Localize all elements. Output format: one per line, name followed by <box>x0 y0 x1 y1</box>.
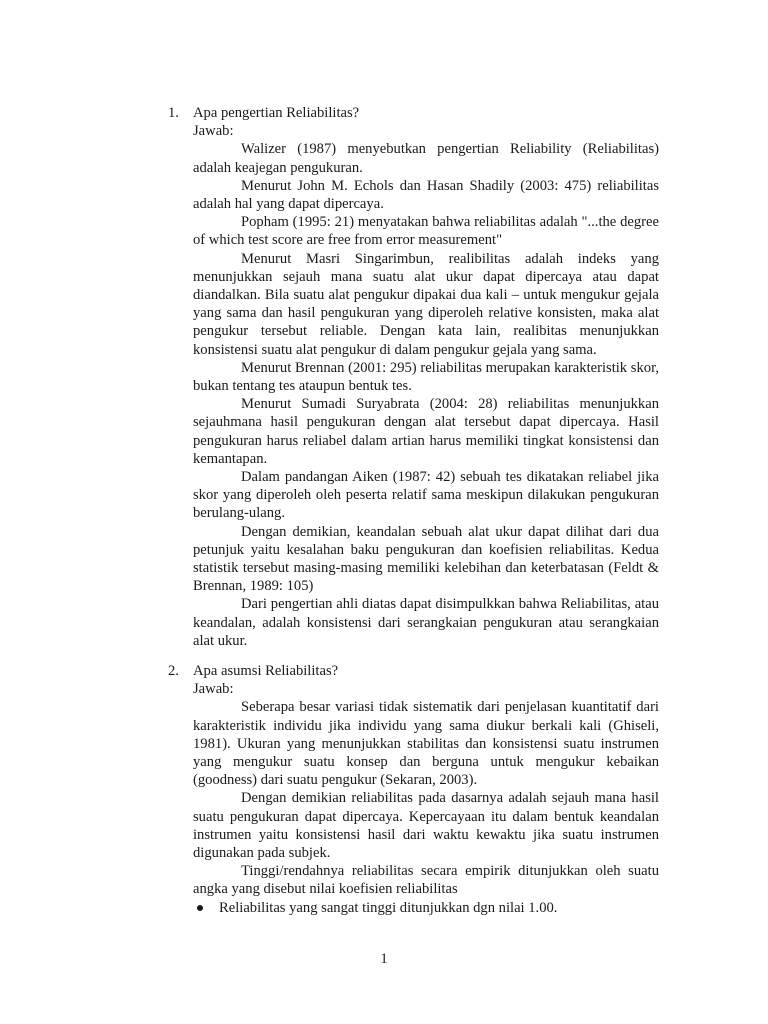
answer-body <box>193 122 659 650</box>
answer-paragraph: Dengan demikian reliabilitas pada dasarnya adalah sejauh mana hasil suatu pengukuran dapat dipercaya. Kepercayaan itu dalam bentuk keandalan instrumen yaitu konsistensi hasil dari waktu kewaktu jika suatu instrumen digunakan pada subjek. <box>193 790 659 862</box>
answer-paragraph: Dengan demikian, keandalan sebuah alat ukur dapat dilihat dari dua petunjuk yaitu kesalahan baku pengukuran dan koefisien reliabilitas. Kedua statistik tersebut masing-masing memiliki kelebihan dan keterbatasan (Feldt & Brennan, 1989: 105) <box>193 523 659 595</box>
question-2 <box>168 662 660 917</box>
answer-label: Jawab: <box>193 123 234 140</box>
question-1 <box>168 104 660 650</box>
answer-paragraph: Dari pengertian ahli diatas dapat disimpulkkan bahwa Reliabilitas, atau keandalan, adalah konsistensi dari serangkaian pengukuran atau serangkaian alat ukur. <box>193 596 659 649</box>
answer-label: Jawab: <box>193 681 234 698</box>
answer-paragraph: Menurut John M. Echols dan Hasan Shadily (2003: 475) reliabilitas adalah hal yang dapat dipercaya. <box>193 177 659 212</box>
question-title: Apa asumsi Reliabilitas? <box>193 663 339 679</box>
answer-paragraph: Dalam pandangan Aiken (1987: 42) sebuah tes dikatakan reliabel jika skor yang diperoleh oleh peserta relatif sama meskipun dilakukan pengukuran berulang-ulang. <box>193 469 659 522</box>
question-number: 2. <box>168 663 179 679</box>
page-number: 1 <box>380 951 388 967</box>
question-number: 1. <box>168 105 179 121</box>
answer-paragraph: Popham (1995: 21) menyatakan bahwa reliabilitas adalah "...the degree of which test score are free from error measurement" <box>193 214 659 249</box>
bullet-text: Reliabilitas yang sangat tinggi ditunjukkan dgn nilai 1.00. <box>219 899 558 916</box>
answer-paragraph: Menurut Brennan (2001: 295) reliabilitas merupakan karakteristik skor, bukan tentang tes ataupun bentuk tes. <box>193 359 659 395</box>
answer-paragraph: Tinggi/rendahnya reliabilitas secara empirik ditunjukkan oleh suatu angka yang disebut nilai koefisien reliabilitas <box>193 863 659 898</box>
question-title: Apa pengertian Reliabilitas? <box>193 105 360 121</box>
answer-body <box>193 680 659 917</box>
question-heading <box>168 104 660 122</box>
answer-paragraph: Seberapa besar variasi tidak sistematik dari penjelasan kuantitatif dari karakteristik individu jika individu yang sama diukur berkali kali (Ghiseli, 1981). Ukuran yang menunjukkan stabilitas dan konsistensi suatu instrumen yang mengukur suatu konsep dan berguna untuk mengukur kebaikan (goodness) dari suatu pengukur (Sekaran, 2003). <box>193 699 659 789</box>
question-heading <box>168 662 660 680</box>
bullet-item <box>193 899 659 917</box>
answer-paragraph: Walizer (1987) menyebutkan pengertian Reliability (Reliabilitas) adalah keajegan pengukuran. <box>193 141 659 176</box>
bullet-list <box>193 899 659 917</box>
answer-paragraph: Menurut Masri Singarimbun, realibilitas adalah indeks yang menunjukkan sejauh mana suatu alat ukur dapat dipercaya atau dapat diandalkan. Bila suatu alat pengukur dipakai dua kali – untuk mengukur gejala yang sama dan hasil pengukuran yang diperoleh relative konsisten, maka alat pengukur tersebut reliable. Dengan kata lain, realibitas menunjukkan konsistensi suatu alat pengukur di dalam pengukur gejala yang sama. <box>193 250 659 358</box>
bullet-dot-icon <box>197 905 203 911</box>
answer-paragraph: Menurut Sumadi Suryabrata (2004: 28) reliabilitas menunjukkan sejauhmana hasil pengukuran dengan alat tersebut dapat dipercaya. Hasil pengukuran harus reliabel dalam artian harus memiliki tingkat konsistensi dan kemantapan. <box>193 396 659 467</box>
